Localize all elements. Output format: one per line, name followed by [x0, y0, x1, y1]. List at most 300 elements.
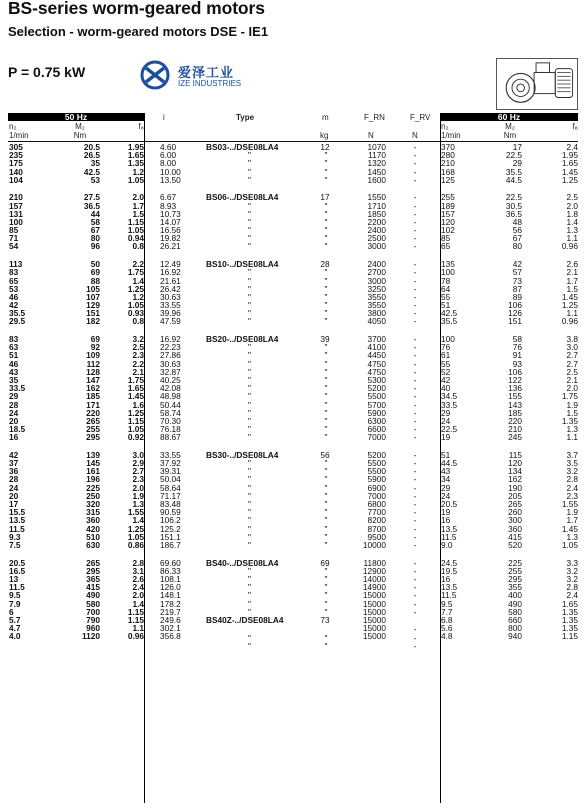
table-cell: 155	[508, 391, 522, 402]
table-cell: 6.00	[160, 150, 177, 161]
ditto-mark: "	[324, 399, 328, 410]
table-cell: 44	[90, 208, 100, 219]
table-cell: 20	[9, 415, 19, 426]
frv-dash: -	[413, 490, 417, 501]
table-cell: 48.98	[160, 391, 181, 402]
table-cell: 35.5	[505, 166, 522, 177]
unit-m2-60: Nm	[503, 131, 517, 140]
table-cell: 1.9	[132, 490, 144, 501]
table-cell: 1.2	[132, 166, 144, 177]
ditto-mark: "	[248, 366, 251, 377]
table-cell: 2.7	[566, 350, 578, 361]
table-cell: 2400	[367, 259, 386, 270]
table-cell: 78	[441, 275, 451, 286]
table-cell: 2.8	[132, 557, 144, 568]
table-cell: 185	[508, 407, 522, 418]
table-cell: 12900	[362, 565, 386, 576]
table-cell: 13.5	[9, 515, 26, 526]
logo-english-text: IZE INDUSTRIES	[178, 79, 242, 88]
ditto-mark: "	[324, 466, 328, 477]
table-cell: 161	[86, 466, 100, 477]
table-cell: 3700	[367, 334, 386, 345]
ditto-mark: "	[248, 275, 251, 286]
table-cell: 5900	[367, 407, 386, 418]
table-cell: 295	[86, 565, 100, 576]
table-cell: 1.9	[566, 507, 578, 518]
table-cell: 135	[441, 259, 455, 270]
logo-chinese-text: 爱泽工业	[178, 65, 235, 80]
mass-kg: 28	[320, 259, 330, 270]
ditto-mark: "	[324, 424, 328, 435]
table-cell: 2.8	[566, 474, 578, 485]
table-cell: 8200	[367, 515, 386, 526]
table-cell: 50.44	[160, 399, 181, 410]
table-cell: 5200	[367, 383, 386, 394]
table-cell: 33.55	[160, 300, 181, 311]
table-cell: 196	[86, 474, 100, 485]
table-cell: 43	[441, 466, 451, 477]
table-cell: 39.31	[160, 466, 181, 477]
table-cell: 42	[512, 259, 522, 270]
ditto-mark: "	[324, 158, 328, 169]
unit-n2-60: 1/min	[441, 131, 461, 140]
table-cell: 134	[508, 466, 522, 477]
table-cell: 17	[9, 499, 19, 510]
table-cell: 1.35	[561, 614, 578, 625]
table-cell: 96	[90, 241, 100, 252]
table-cell: 69	[90, 334, 100, 345]
frv-dash: -	[413, 523, 417, 534]
table-cell: 61	[441, 350, 451, 361]
table-cell: 83	[9, 334, 19, 345]
table-cell: 35	[9, 375, 19, 385]
table-cell: 420	[86, 523, 100, 534]
table-cell: 108.1	[160, 573, 181, 584]
table-cell: 1320	[367, 158, 386, 169]
table-cell: 1.45	[561, 166, 578, 177]
table-cell: 2400	[367, 225, 386, 236]
ditto-mark: "	[248, 174, 251, 185]
table-cell: 6.8	[441, 614, 453, 625]
ditto-mark: "	[324, 241, 328, 252]
table-cell: 1550	[367, 192, 386, 203]
table-cell: 11.5	[9, 582, 25, 593]
ditto-mark: "	[248, 482, 251, 493]
table-cell: 52	[441, 366, 451, 377]
table-cell: 2.6	[566, 259, 578, 270]
table-cell: 29	[512, 158, 522, 169]
frv-dash: -	[413, 233, 417, 244]
table-cell: 3000	[367, 275, 386, 286]
table-cell: 1.5	[566, 407, 578, 418]
ditto-mark: "	[248, 300, 251, 311]
table-cell: 15000	[362, 631, 386, 642]
table-cell: 1850	[367, 208, 386, 219]
table-cell: 107	[86, 291, 100, 302]
ditto-mark: "	[324, 640, 328, 651]
ditto-mark: "	[324, 590, 328, 601]
table-cell: 70.30	[160, 415, 181, 426]
table-cell: 355	[508, 582, 522, 593]
ditto-mark: "	[248, 283, 251, 294]
table-cell: 16.56	[160, 225, 181, 236]
table-cell: 120	[508, 458, 522, 469]
table-cell: 90.59	[160, 507, 181, 518]
table-cell: 171	[86, 399, 100, 410]
table-cell: 80	[512, 241, 522, 252]
table-cell: 2500	[367, 233, 386, 244]
table-cell: 5700	[367, 399, 386, 410]
table-cell: 186.7	[160, 539, 181, 550]
table-cell: 20.5	[83, 142, 100, 152]
table-cell: 15000	[362, 614, 386, 625]
ditto-mark: "	[324, 573, 328, 584]
table-cell: 34.5	[441, 391, 458, 402]
frv-dash: -	[413, 200, 417, 211]
table-cell: 24	[441, 490, 451, 501]
table-cell: 4.60	[160, 142, 177, 152]
table-cell: 91	[512, 350, 522, 361]
frv-dash: -	[413, 640, 417, 651]
table-cell: 16	[441, 515, 451, 526]
table-cell: 630	[86, 539, 100, 550]
table-cell: 182	[86, 316, 100, 327]
table-cell: 39.96	[160, 308, 181, 319]
table-cell: 4750	[367, 358, 386, 369]
table-cell: 151	[508, 316, 522, 327]
frv-dash: -	[413, 316, 417, 327]
table-cell: 20	[9, 490, 19, 501]
table-cell: 3.5	[566, 458, 578, 469]
table-cell: 1.3	[132, 499, 144, 510]
table-cell: 5500	[367, 391, 386, 402]
table-cell: 1.4	[566, 216, 578, 227]
table-cell: 9.5	[9, 590, 21, 601]
frv-dash: -	[413, 407, 417, 418]
table-cell: 580	[508, 606, 522, 617]
table-cell: 220	[86, 407, 100, 418]
table-cell: 88.67	[160, 432, 181, 443]
table-cell: 800	[508, 623, 522, 634]
table-cell: 28	[9, 399, 19, 410]
table-cell: 48	[512, 216, 522, 227]
table-cell: 6600	[367, 424, 386, 435]
table-cell: 24	[441, 415, 451, 426]
table-cell: 1.15	[127, 216, 144, 227]
table-cell: 28	[9, 474, 19, 485]
ditto-mark: "	[324, 308, 328, 319]
table-cell: 1.45	[127, 391, 144, 402]
table-cell: 265	[86, 415, 100, 426]
gear-type: BS20-../DSE08LA4	[206, 334, 279, 345]
table-cell: 2.3	[566, 490, 578, 501]
ditto-mark: "	[248, 466, 251, 477]
table-cell: 136	[508, 383, 522, 394]
table-cell: 245	[508, 432, 522, 443]
ditto-mark: "	[324, 539, 328, 550]
table-cell: 55	[441, 291, 451, 302]
table-cell: 71	[9, 233, 19, 244]
ditto-mark: "	[324, 474, 328, 485]
ditto-mark: "	[248, 208, 251, 219]
ditto-mark: "	[324, 166, 328, 177]
col-m2: M₂	[75, 122, 85, 131]
ditto-mark: "	[248, 606, 251, 617]
mass-kg: 39	[320, 334, 330, 345]
table-cell: 2.3	[132, 474, 144, 485]
col-m: m	[322, 113, 329, 122]
table-cell: 1.1	[566, 308, 578, 319]
table-cell: 42	[9, 300, 19, 311]
table-cell: 415	[508, 531, 522, 542]
table-cell: 1.65	[127, 383, 144, 394]
table-cell: 43	[9, 366, 19, 377]
table-cell: 4.0	[9, 631, 21, 642]
table-cell: 1.3	[566, 531, 578, 542]
table-cell: 3.1	[132, 565, 144, 576]
unit-frn: N	[368, 131, 374, 140]
table-cell: 83	[9, 267, 19, 278]
table-cell: 53	[9, 283, 19, 294]
table-cell: 126	[508, 308, 522, 319]
table-cell: 128	[86, 366, 100, 377]
ditto-mark: "	[248, 415, 251, 426]
table-cell: 2.4	[566, 590, 578, 601]
table-cell: 1.45	[561, 523, 578, 534]
ditto-mark: "	[324, 565, 328, 576]
table-cell: 2.2	[132, 358, 144, 369]
ditto-mark: "	[248, 225, 251, 236]
frv-dash: -	[413, 275, 417, 286]
table-cell: 3.8	[566, 334, 578, 345]
frv-dash: -	[413, 624, 417, 635]
ditto-mark: "	[248, 150, 251, 161]
table-cell: 9.0	[441, 539, 453, 550]
table-cell: 3800	[367, 308, 386, 319]
table-cell: 8700	[367, 523, 386, 534]
col-n2-60: n₂	[441, 122, 449, 131]
table-cell: 1.75	[127, 267, 144, 278]
table-cell: 1.25	[127, 407, 144, 418]
table-cell: 22.5	[505, 150, 522, 161]
table-cell: 700	[86, 606, 100, 617]
table-cell: 162	[508, 474, 522, 485]
table-cell: 13.50	[160, 174, 181, 185]
table-cell: 295	[86, 432, 100, 443]
group-header-60hz: 60 Hz	[440, 113, 578, 121]
table-cell: 210	[441, 158, 455, 169]
table-cell: 2.4	[132, 582, 144, 593]
table-cell: 210	[9, 192, 23, 203]
frv-dash: -	[413, 192, 417, 203]
table-cell: 106	[508, 300, 522, 311]
table-cell: 19	[441, 432, 451, 443]
frv-dash: -	[413, 208, 417, 219]
table-cell: 92	[90, 342, 100, 353]
ditto-mark: "	[324, 391, 328, 402]
table-cell: 7000	[367, 432, 386, 443]
table-cell: 4750	[367, 366, 386, 377]
table-cell: 580	[86, 598, 100, 609]
table-cell: 57	[512, 267, 522, 278]
table-cell: 1.3	[566, 424, 578, 435]
table-cell: 51	[441, 449, 451, 460]
table-cell: 320	[86, 499, 100, 510]
table-cell: 520	[508, 539, 522, 550]
ditto-mark: "	[324, 150, 328, 161]
table-cell: 71.17	[160, 490, 181, 501]
table-cell: 1.35	[561, 606, 578, 617]
ditto-mark: "	[324, 300, 328, 311]
table-cell: 1.7	[566, 515, 578, 526]
table-cell: 4050	[367, 316, 386, 327]
table-cell: 305	[9, 142, 23, 152]
frv-dash: -	[413, 565, 417, 576]
col-fb-60: f₈	[572, 122, 578, 131]
table-cell: 1.05	[561, 539, 578, 550]
ditto-mark: "	[324, 407, 328, 418]
table-cell: 67	[512, 233, 522, 244]
table-cell: 1.05	[127, 300, 144, 311]
ditto-mark: "	[248, 342, 251, 353]
table-cell: 1.6	[132, 399, 144, 410]
table-cell: 790	[86, 614, 100, 625]
table-cell: 3.3	[566, 557, 578, 568]
frv-dash: -	[413, 150, 417, 161]
table-cell: 85	[441, 233, 451, 244]
table-cell: 1.5	[132, 208, 144, 219]
table-cell: 2.2	[132, 259, 144, 270]
table-cell: 2.7	[132, 466, 144, 477]
table-cell: 3000	[367, 241, 386, 252]
table-cell: 44.5	[505, 174, 522, 185]
frv-dash: -	[413, 350, 417, 361]
table-cell: 225	[508, 557, 522, 568]
ditto-mark: "	[324, 366, 328, 377]
ditto-mark: "	[324, 458, 328, 469]
table-cell: 6	[9, 606, 14, 617]
table-cell: 175	[9, 158, 23, 169]
ditto-mark: "	[324, 283, 328, 294]
table-cell: 0.96	[561, 316, 578, 327]
table-cell: 3250	[367, 283, 386, 294]
frv-dash: -	[413, 358, 417, 369]
table-cell: 33.5	[441, 399, 458, 410]
table-cell: 64	[441, 283, 451, 294]
frv-dash: -	[413, 424, 417, 435]
ditto-mark: "	[324, 208, 328, 219]
table-cell: 1.7	[132, 200, 144, 211]
table-cell: 1.35	[561, 415, 578, 426]
table-cell: 225	[86, 482, 100, 493]
table-cell: 1.25	[561, 174, 578, 185]
frv-dash: -	[413, 166, 417, 177]
table-cell: 37	[9, 458, 19, 469]
ditto-mark: "	[324, 342, 328, 353]
table-cell: 260	[508, 507, 522, 518]
table-cell: 85	[9, 225, 19, 236]
table-cell: 2.0	[132, 192, 144, 203]
ditto-mark: "	[248, 523, 251, 534]
ditto-mark: "	[324, 200, 328, 211]
table-cell: 120	[441, 216, 455, 227]
table-cell: 113	[9, 259, 23, 270]
table-cell: 2.0	[132, 590, 144, 601]
col-n2: n₂	[9, 122, 17, 131]
table-cell: 42.08	[160, 383, 181, 394]
table-cell: 67	[90, 225, 100, 236]
col-fb: f₈	[138, 122, 144, 131]
col-frn: F_RN	[364, 113, 385, 122]
table-cell: 22.5	[505, 192, 522, 203]
table-cell: 15000	[362, 598, 386, 609]
table-cell: 0.92	[127, 432, 144, 443]
table-cell: 302.1	[160, 623, 181, 634]
table-cell: 5.6	[441, 623, 453, 634]
table-cell: 300	[508, 515, 522, 526]
table-cell: 0.96	[561, 241, 578, 252]
table-cell: 42.5	[441, 308, 458, 319]
table-cell: 40.25	[160, 375, 181, 385]
frv-dash: -	[413, 539, 417, 550]
table-cell: 125	[441, 174, 455, 185]
table-cell: 10000	[362, 539, 386, 550]
table-cell: 17	[512, 142, 522, 152]
ditto-mark: "	[324, 632, 328, 643]
table-cell: 11.5	[441, 531, 457, 542]
ditto-mark: "	[324, 582, 328, 593]
table-cell: 42	[9, 449, 19, 460]
table-cell: 35	[90, 158, 100, 169]
ditto-mark: "	[248, 375, 251, 385]
table-cell: 3550	[367, 300, 386, 311]
frv-dash: -	[413, 308, 417, 319]
table-cell: 35.5	[9, 308, 26, 319]
table-cell: 44.5	[441, 458, 458, 469]
table-cell: 490	[508, 598, 522, 609]
frv-dash: -	[413, 466, 417, 477]
table-cell: 100	[441, 334, 455, 345]
table-cell: 58.64	[160, 482, 181, 493]
ditto-mark: "	[248, 383, 251, 394]
table-cell: 960	[86, 623, 100, 634]
table-cell: 30.63	[160, 291, 181, 302]
table-cell: 1.05	[127, 225, 144, 236]
table-cell: 360	[86, 515, 100, 526]
table-cell: 1600	[367, 174, 386, 185]
table-cell: 29	[9, 391, 19, 402]
mass-kg: 56	[320, 449, 330, 460]
table-cell: 2.1	[566, 375, 578, 385]
col-i: i	[163, 113, 165, 122]
table-cell: 1.55	[561, 499, 578, 510]
table-cell: 210	[508, 424, 522, 435]
table-cell: 10.00	[160, 166, 181, 177]
table-cell: 2.0	[132, 482, 144, 493]
table-cell: 73	[512, 275, 522, 286]
table-cell: 1.95	[127, 142, 144, 152]
table-cell: 255	[508, 565, 522, 576]
ditto-mark: "	[248, 565, 251, 576]
ditto-mark: "	[248, 582, 251, 593]
table-cell: 26.5	[83, 150, 100, 161]
table-cell: 1.65	[561, 598, 578, 609]
table-cell: 151	[86, 308, 100, 319]
table-cell: 104	[9, 174, 23, 185]
ditto-mark: "	[248, 358, 251, 369]
frv-dash: -	[413, 391, 417, 402]
table-cell: 40	[441, 383, 451, 394]
